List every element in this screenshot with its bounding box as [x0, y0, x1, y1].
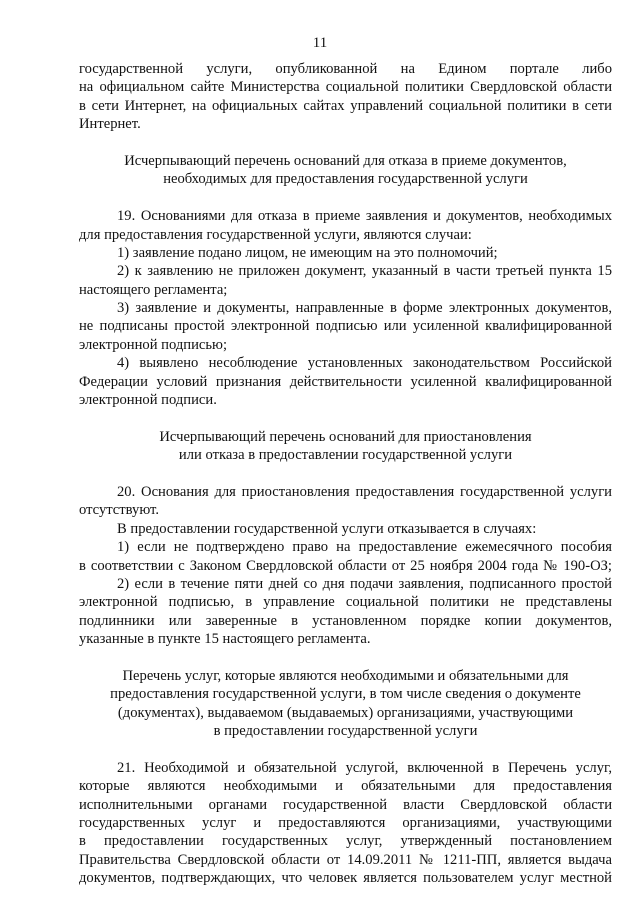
text-line: Правительства Свердловской области от 14.09.2011 № 1211-ПП, является выдача: [79, 851, 612, 868]
text-line: электронной подписью;: [79, 336, 228, 353]
text-line: Федерации условий признания действительности усиленной квалифицированной: [79, 373, 612, 390]
text-line: не подписаны простой электронной подписью или усиленной квалифицированной: [79, 318, 612, 335]
text-line: указанные в пункте 15 настоящего регламента.: [79, 631, 371, 648]
heading-line: необходимых для предоставления государственной услуги: [163, 171, 528, 188]
list-item-line: 3) заявление и документы, направленные в форме электронных документов,: [117, 300, 612, 317]
heading-line: или отказа в предоставлении государственной услуги: [178, 447, 513, 464]
text-line: в предоставлении государственных услуг, утвержденный постановлением: [79, 833, 612, 850]
text-line: в соответствии с Законом Свердловской области от 25 ноября 2004 года № 190-ОЗ;: [79, 557, 612, 574]
list-item-line: 2) если в течение пяти дней со дня подачи заявления, подписанного простой: [117, 575, 612, 592]
text-line: для предоставления государственной услуги, являются случаи:: [79, 226, 472, 243]
text-line: государственных услуг и предоставляются организациями, участвующими: [79, 815, 612, 832]
text-line: электронной подписью, в управление социальной политики не представлены: [79, 594, 612, 611]
text-line: документов, подтверждающих, что человек является пользователем услуг местной: [79, 870, 612, 887]
list-item-line: 4) выявлено несоблюдение установленных законодательством Российской: [117, 355, 612, 372]
text-line: 21. Необходимой и обязательной услугой, включенной в Перечень услуг,: [117, 759, 612, 776]
paragraph-19: [79, 207, 612, 409]
text-line: Интернет.: [79, 116, 141, 133]
heading-line: Исчерпывающий перечень оснований для отказа в приеме документов,: [124, 152, 567, 169]
heading-line: Исчерпывающий перечень оснований для приостановления: [159, 428, 532, 445]
text-line: 19. Основаниями для отказа в приеме заявления и документов, необходимых: [117, 208, 612, 225]
page-number: 11: [312, 35, 328, 51]
heading-line: Перечень услуг, которые являются необходимыми и обязательными для: [122, 667, 569, 684]
text-line: В предоставлении государственной услуги отказывается в случаях:: [117, 520, 537, 537]
heading-line: (документах), выдаваемом (выдаваемых) организациями, участвующими: [117, 704, 574, 721]
text-line: в сети Интернет, на официальных сайтах управлений социальной политики в сети: [79, 97, 612, 114]
intro-paragraph: [79, 60, 612, 134]
text-line: исполнительными органами государственной власти Свердловской области: [79, 796, 612, 813]
document-body: [79, 60, 612, 888]
heading-line: предоставления государственной услуги, в том числе сведения о документе: [110, 686, 581, 703]
list-item-line: 1) если не подтверждено право на предоставление ежемесячного пособия: [117, 539, 612, 556]
section-heading-suspension-refusal: [79, 428, 612, 465]
list-item-line: 2) к заявлению не приложен документ, указанный в части третьей пункта 15: [117, 263, 612, 280]
text-line: отсутствуют.: [79, 502, 159, 519]
text-line: электронной подписи.: [79, 392, 217, 409]
list-item-line: 1) заявление подано лицом, не имеющим на это полномочий;: [117, 244, 498, 261]
text-line: подлинники или заверенные в установленном порядке копии документов,: [79, 612, 612, 629]
text-line: на официальном сайте Министерства социальной политики Свердловской области: [79, 79, 612, 96]
text-line: настоящего регламента;: [79, 281, 228, 298]
paragraph-21: [79, 759, 612, 888]
heading-line: в предоставлении государственной услуги: [213, 723, 478, 740]
text-line: которые являются необходимыми и обязательными для предоставления: [79, 778, 612, 795]
text-line: 20. Основания для приостановления предоставления государственной услуги: [117, 483, 612, 500]
section-heading-necessary-services: [79, 667, 612, 741]
paragraph-20: [79, 483, 612, 649]
text-line: государственной услуги, опубликованной на Едином портале либо: [79, 61, 612, 77]
section-heading-refusal-acceptance: [79, 152, 612, 189]
